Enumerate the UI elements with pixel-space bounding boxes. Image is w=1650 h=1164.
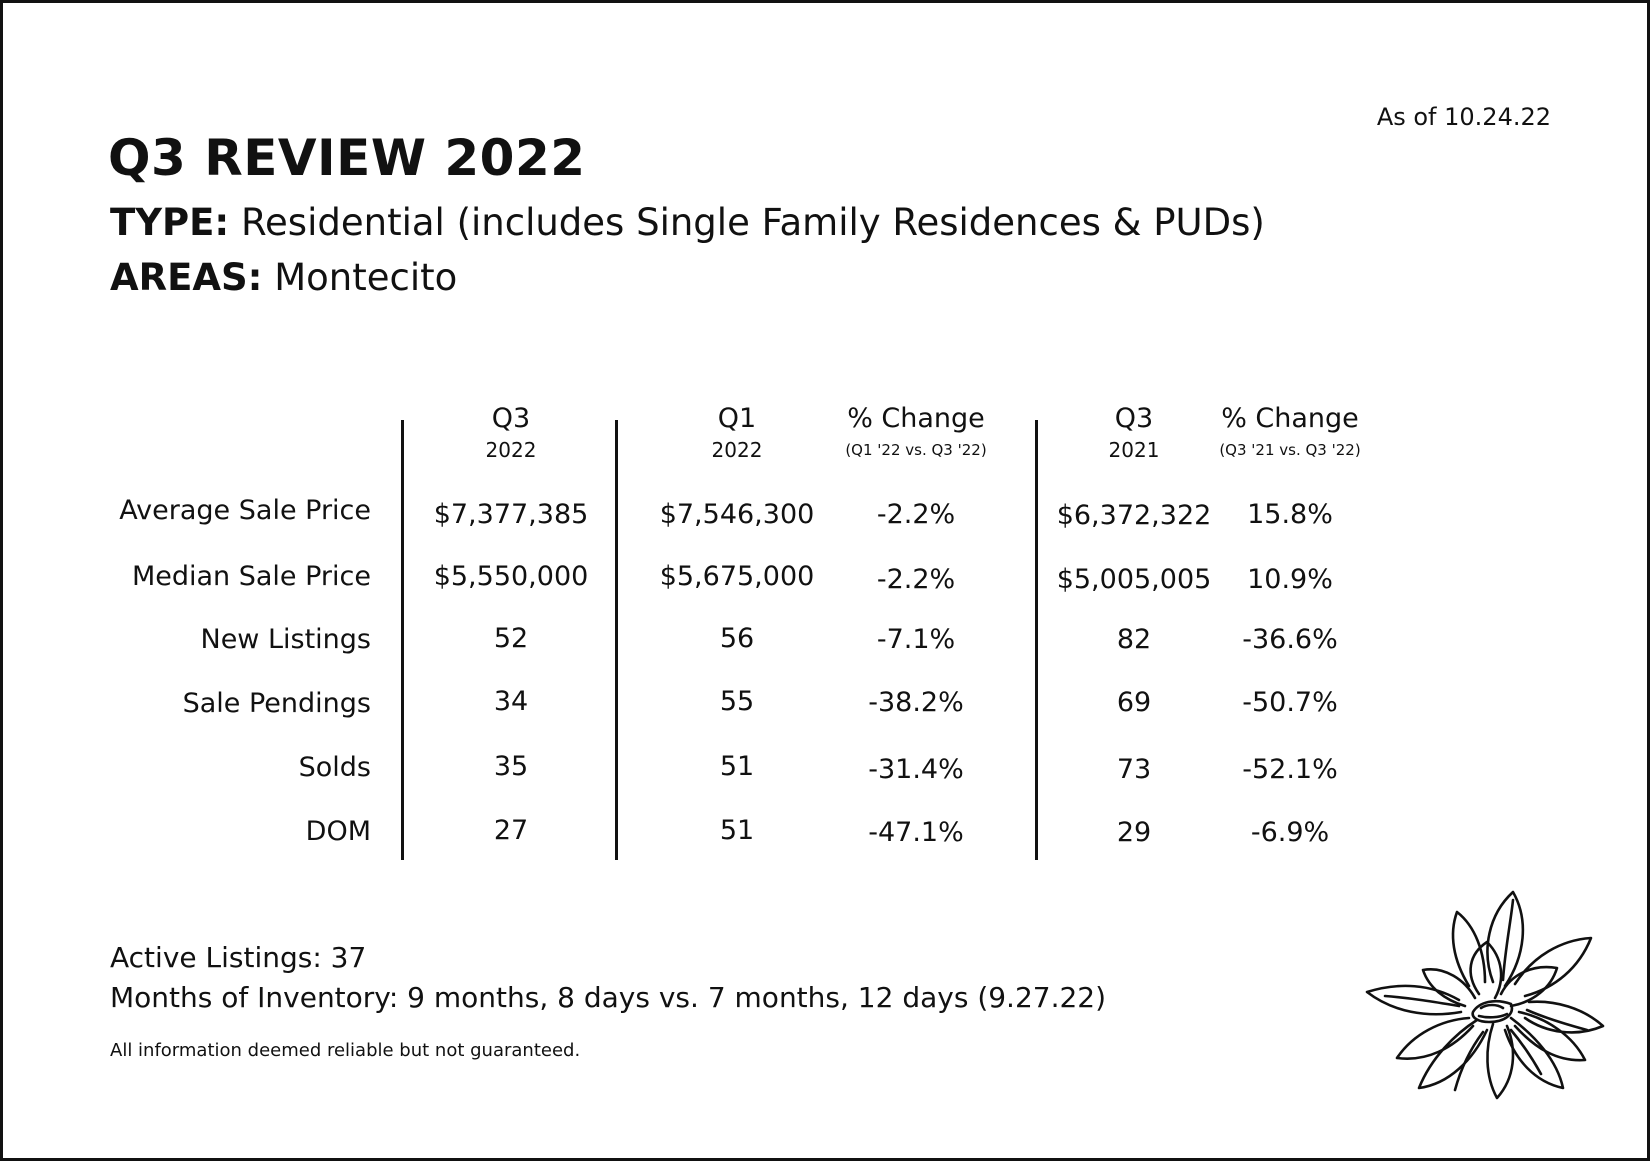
column-header-main: % Change — [847, 403, 985, 434]
months-of-inventory: Months of Inventory: 9 months, 8 days vs. 7 months, 12 days (9.27.22) — [110, 981, 1107, 1014]
column-header-sub: 2021 — [1108, 438, 1160, 462]
table-cell: 51 — [719, 751, 755, 782]
table-cell: 69 — [1116, 687, 1152, 718]
table-cell: 55 — [719, 686, 755, 717]
areas-value: Montecito — [262, 256, 458, 299]
column-header-sub: 2022 — [485, 438, 537, 462]
table-cell: $7,377,385 — [433, 499, 589, 530]
table-cell: -31.4% — [868, 754, 964, 785]
as-of-date: As of 10.24.22 — [1376, 103, 1551, 131]
column-header-change-q3 — [1200, 403, 1380, 465]
property-type — [110, 201, 1265, 244]
report-title: Q3 REVIEW 2022 — [108, 129, 586, 187]
column-header-main: Q3 — [1114, 403, 1154, 434]
table-cell: -36.6% — [1242, 624, 1338, 655]
column-header-main: Q3 — [491, 403, 531, 434]
table-cell: $5,550,000 — [433, 561, 589, 592]
row-label-sale-pendings: Sale Pendings — [182, 688, 371, 719]
column-header-q3-2022 — [431, 403, 591, 465]
table-cell: 52 — [493, 623, 529, 654]
table-cell: -52.1% — [1242, 754, 1338, 785]
type-value: Residential (includes Single Family Residences & PUDs) — [229, 201, 1265, 244]
column-header-sub: 2022 — [711, 438, 763, 462]
table-cell: -50.7% — [1242, 687, 1338, 718]
table-cell: 35 — [493, 751, 529, 782]
column-header-sub: (Q3 '21 vs. Q3 '22) — [1219, 441, 1361, 459]
table-cell: 56 — [719, 623, 755, 654]
row-label-dom: DOM — [305, 816, 371, 847]
table-cell: 73 — [1116, 754, 1152, 785]
table-cell: 82 — [1116, 624, 1152, 655]
row-label-median-sale-price: Median Sale Price — [131, 561, 371, 592]
disclaimer: All information deemed reliable but not guaranteed. — [110, 1040, 581, 1061]
column-header-main: Q1 — [717, 403, 757, 434]
table-divider — [401, 420, 404, 860]
table-cell: $6,372,322 — [1056, 500, 1212, 531]
table-cell: -6.9% — [1250, 817, 1330, 848]
row-label-solds: Solds — [298, 752, 371, 783]
table-cell: -2.2% — [876, 564, 956, 595]
column-header-change-q1 — [826, 403, 1006, 465]
table-cell: -7.1% — [876, 624, 956, 655]
magnolia-flower-icon — [1365, 890, 1605, 1100]
table-divider — [1035, 420, 1038, 860]
areas — [110, 256, 457, 299]
table-cell: -47.1% — [868, 817, 964, 848]
areas-label: AREAS: — [110, 256, 263, 299]
column-header-q1-2022 — [657, 403, 817, 465]
table-cell: 34 — [493, 686, 529, 717]
table-cell: -38.2% — [868, 687, 964, 718]
column-header-q3-2021 — [1054, 403, 1214, 465]
column-header-main: % Change — [1221, 403, 1359, 434]
column-header-sub: (Q1 '22 vs. Q3 '22) — [845, 441, 987, 459]
row-label-average-sale-price: Average Sale Price — [119, 495, 371, 526]
active-listings: Active Listings: 37 — [110, 941, 367, 974]
table-cell: $7,546,300 — [659, 499, 815, 530]
table-cell: -2.2% — [876, 499, 956, 530]
table-cell: $5,675,000 — [659, 561, 815, 592]
table-cell: 15.8% — [1247, 499, 1333, 530]
table-cell: 10.9% — [1247, 564, 1333, 595]
table-cell: 27 — [493, 815, 529, 846]
type-label: TYPE: — [110, 201, 230, 244]
table-cell: 29 — [1116, 817, 1152, 848]
table-cell: 51 — [719, 815, 755, 846]
table-cell: $5,005,005 — [1056, 564, 1212, 595]
table-divider — [615, 420, 618, 860]
row-label-new-listings: New Listings — [200, 624, 371, 655]
